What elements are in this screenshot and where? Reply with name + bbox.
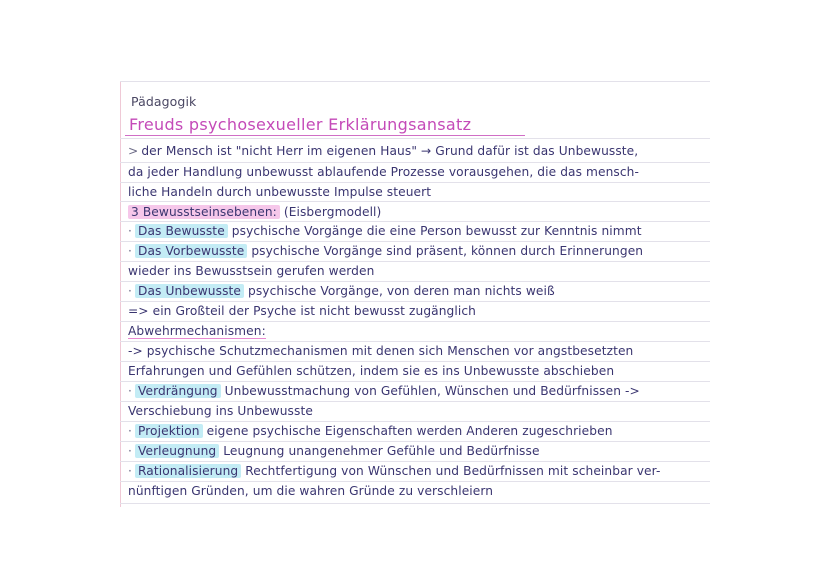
mechanism-text-cont: Verschiebung ins Unbewusste: [128, 404, 313, 418]
defense-heading: [128, 322, 266, 340]
ruled-line: [120, 201, 710, 202]
levels-heading: [128, 203, 381, 221]
bullet-dot: ·: [128, 384, 132, 398]
bullet-dot: ·: [128, 224, 132, 238]
mechanism-item: [128, 422, 613, 440]
bullet-dot: ·: [128, 444, 132, 458]
levels-heading-title: 3 Bewusstseinsebenen:: [128, 205, 280, 219]
intro-text-1: der Mensch ist "nicht Herr im eigenen Haus" → Grund dafür ist das Unbewusste,: [141, 144, 639, 158]
level-term: Das Unbewusste: [135, 284, 244, 298]
level-text: psychische Vorgänge die eine Person bewusst zur Kenntnis nimmt: [231, 224, 642, 238]
defense-intro-1: -> psychische Schutzmechanismen mit denen sich Menschen vor angstbesetzten: [128, 344, 634, 358]
levels-heading-extra: (Eisbergmodell): [283, 205, 382, 219]
level-item: [128, 242, 643, 260]
page-title: Freuds psychosexueller Erklärungsansatz: [129, 115, 472, 134]
mechanism-term: Verdrängung: [135, 384, 221, 398]
mechanism-term: Verleugnung: [135, 444, 219, 458]
title-underline: [125, 135, 525, 136]
bullet-dot: ·: [128, 424, 132, 438]
intro-line-1: [128, 142, 638, 160]
level-item: [128, 282, 555, 300]
mechanism-text: Leugnung unangenehmer Gefühle und Bedürfnisse: [223, 444, 540, 458]
level-text: psychische Vorgänge, von deren man nichts weiß: [248, 284, 555, 298]
mechanism-text: Unbewusstmachung von Gefühlen, Wünschen und Bedürfnissen ->: [224, 384, 640, 398]
mechanism-item: [128, 382, 640, 400]
subject-label: Pädagogik: [131, 94, 197, 109]
bullet-dot: ·: [128, 244, 132, 258]
mechanism-text-cont: nünftigen Gründen, um die wahren Gründe zu verschleiern: [128, 484, 494, 498]
level-text-cont: wieder ins Bewusstsein gerufen werden: [128, 264, 375, 278]
level-text: psychische Vorgänge sind präsent, können durch Erinnerungen: [251, 244, 644, 258]
level-term: Das Vorbewusste: [135, 244, 247, 258]
ruled-line: [120, 503, 710, 504]
mechanism-item: [128, 442, 540, 460]
defense-heading-title: Abwehrmechanismen:: [128, 324, 266, 338]
level-term: Das Bewusste: [135, 224, 228, 238]
arrow-marker: >: [128, 144, 139, 158]
ruled-line: [120, 138, 710, 139]
mechanism-term: Projektion: [135, 424, 203, 438]
intro-line-2: da jeder Handlung unbewusst ablaufende Prozesse vorausgehen, die das mensch-: [128, 165, 639, 179]
bullet-dot: ·: [128, 284, 132, 298]
intro-line-3: liche Handeln durch unbewusste Impulse steuert: [128, 185, 432, 199]
mechanism-term: Rationalisierung: [135, 464, 241, 478]
mechanism-item: [128, 462, 660, 480]
margin-line: [120, 82, 121, 507]
defense-intro-2: Erfahrungen und Gefühlen schützen, indem sie es ins Unbewusste abschieben: [128, 364, 615, 378]
mechanism-text: eigene psychische Eigenschaften werden Anderen zugeschrieben: [206, 424, 613, 438]
levels-conclusion: => ein Großteil der Psyche ist nicht bewusst zugänglich: [128, 304, 476, 318]
bullet-dot: ·: [128, 464, 132, 478]
level-item: [128, 222, 642, 240]
mechanism-text: Rechtfertigung von Wünschen und Bedürfnissen mit scheinbar ver-: [245, 464, 661, 478]
ruled-line: [120, 81, 710, 82]
